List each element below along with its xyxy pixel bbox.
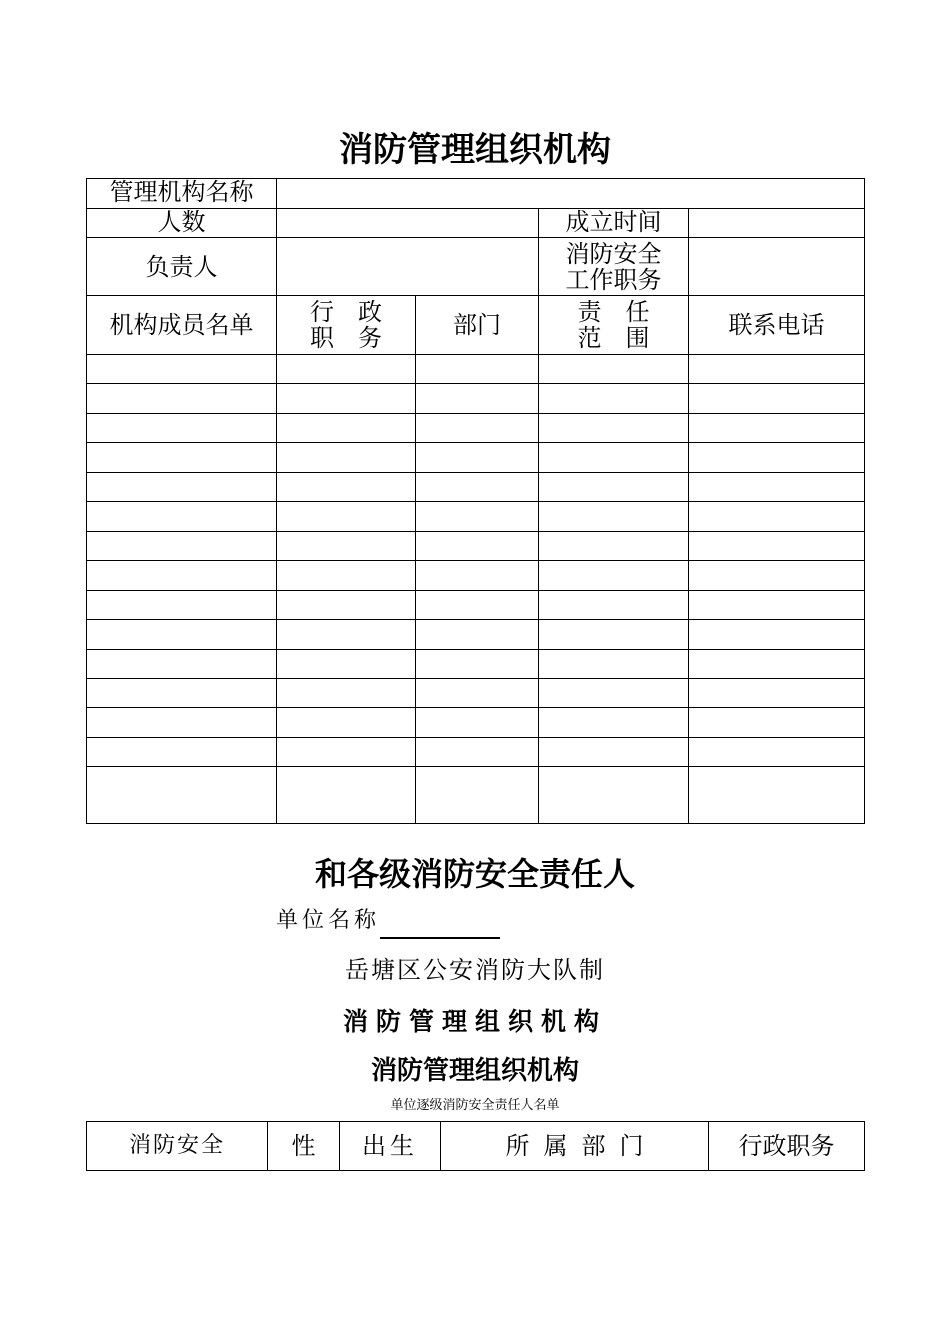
table-cell	[416, 355, 539, 384]
table-cell	[539, 620, 689, 650]
table-cell	[539, 650, 689, 679]
table-cell	[539, 708, 689, 738]
header-admin-duty	[277, 296, 416, 355]
table-cell	[689, 650, 865, 679]
table-cell	[539, 355, 689, 384]
table-row	[87, 473, 865, 502]
table-cell	[87, 443, 277, 473]
table-cell	[87, 414, 277, 443]
table-cell	[277, 502, 416, 532]
table-cell	[539, 532, 689, 561]
table-cell	[689, 384, 865, 414]
duty-label-line2: 工作职务	[565, 265, 662, 294]
table-cell	[539, 561, 689, 591]
header-admin-position: 行政职务	[709, 1122, 865, 1171]
table-cell	[277, 414, 416, 443]
table-row	[87, 414, 865, 443]
table-cell	[277, 561, 416, 591]
table-cell	[277, 473, 416, 502]
table-cell	[539, 443, 689, 473]
table-row	[87, 650, 865, 679]
table-cell	[539, 767, 689, 824]
table-cell	[416, 561, 539, 591]
table-cell	[539, 738, 689, 767]
table-cell	[689, 767, 865, 824]
table-cell	[87, 679, 277, 708]
org-structure-table	[86, 178, 865, 824]
table-cell	[539, 414, 689, 443]
header-admin-line1: 行 政	[310, 298, 382, 326]
repeated-title: 消防管理组织机构	[342, 1007, 607, 1036]
table-cell	[689, 443, 865, 473]
duty-label-line1: 消防安全	[565, 239, 662, 268]
table-cell	[87, 767, 277, 824]
table-cell	[689, 620, 865, 650]
table-cell	[87, 591, 277, 620]
table-row	[87, 679, 865, 708]
page-title: 消防管理组织机构	[339, 130, 611, 170]
table-cell	[416, 473, 539, 502]
table-cell	[689, 473, 865, 502]
table-cell	[87, 650, 277, 679]
table-cell	[539, 591, 689, 620]
table-row	[87, 355, 865, 384]
table-cell	[87, 561, 277, 591]
org-name-label: 管理机构名称	[87, 179, 277, 209]
table-cell	[539, 679, 689, 708]
table-cell	[539, 384, 689, 414]
table-cell	[277, 679, 416, 708]
leader-label: 负责人	[87, 238, 277, 296]
header-department: 所属部门	[441, 1122, 709, 1171]
table-cell	[416, 591, 539, 620]
unit-name-label: 单位名称	[276, 908, 381, 933]
table-cell	[277, 620, 416, 650]
table-cell	[416, 767, 539, 824]
table-cell	[416, 650, 539, 679]
section-title: 和各级消防安全责任人	[314, 855, 635, 893]
table-cell	[689, 708, 865, 738]
table-cell	[87, 738, 277, 767]
table-cell	[87, 708, 277, 738]
table-cell	[689, 502, 865, 532]
header-dept: 部门	[416, 296, 539, 355]
leader-value	[277, 238, 539, 296]
table-cell	[689, 355, 865, 384]
table-cell	[416, 708, 539, 738]
table-cell	[416, 738, 539, 767]
table-cell	[277, 591, 416, 620]
table-cell	[416, 384, 539, 414]
table-cell	[689, 591, 865, 620]
duty-label	[539, 238, 689, 296]
table-cell	[416, 679, 539, 708]
table-cell	[87, 502, 277, 532]
issuer-text: 岳塘区公安消防大队制	[345, 956, 605, 984]
table-cell	[87, 384, 277, 414]
table-cell	[277, 443, 416, 473]
table-cell	[277, 532, 416, 561]
duty-value	[689, 238, 865, 296]
count-value	[277, 209, 539, 238]
table-row	[87, 767, 865, 824]
table-row	[87, 708, 865, 738]
table-cell	[416, 414, 539, 443]
table-row	[87, 443, 865, 473]
table-cell	[87, 355, 277, 384]
header-gender: 性	[268, 1122, 340, 1171]
table-cell	[689, 414, 865, 443]
repeated-title-2: 消防管理组织机构	[370, 1056, 579, 1086]
table-cell	[539, 473, 689, 502]
responsible-person-table	[86, 1121, 865, 1171]
header-admin-line2: 职 务	[310, 324, 382, 352]
header-scope	[539, 296, 689, 355]
header-scope-line1: 责 任	[577, 298, 650, 326]
table-row	[87, 532, 865, 561]
table-row	[87, 561, 865, 591]
header-scope-line2: 范 围	[577, 324, 650, 352]
table-cell	[277, 767, 416, 824]
header-fire-safety: 消防安全	[87, 1122, 268, 1171]
table-cell	[87, 620, 277, 650]
table-cell	[416, 502, 539, 532]
established-value	[689, 209, 865, 238]
table-cell	[277, 355, 416, 384]
table-cell	[416, 532, 539, 561]
unit-name-line	[276, 903, 500, 939]
table-row	[87, 384, 865, 414]
table-cell	[277, 650, 416, 679]
table-cell	[277, 708, 416, 738]
header-phone: 联系电话	[689, 296, 865, 355]
org-name-value	[277, 179, 865, 209]
table-cell	[416, 443, 539, 473]
table-caption: 单位逐级消防安全责任人名单	[390, 1098, 560, 1113]
table-cell	[87, 473, 277, 502]
table-cell	[539, 502, 689, 532]
table-row	[87, 738, 865, 767]
table-cell	[277, 384, 416, 414]
header-birth: 出生	[340, 1122, 441, 1171]
table-cell	[87, 532, 277, 561]
table-cell	[277, 738, 416, 767]
table-cell	[416, 620, 539, 650]
established-label: 成立时间	[539, 209, 689, 238]
header-members: 机构成员名单	[87, 296, 277, 355]
unit-name-blank[interactable]	[380, 911, 500, 939]
table-cell	[689, 738, 865, 767]
table-cell	[689, 532, 865, 561]
table-row	[87, 620, 865, 650]
table-cell	[689, 561, 865, 591]
table-row	[87, 591, 865, 620]
table-row	[87, 502, 865, 532]
count-label: 人数	[87, 209, 277, 238]
table-cell	[689, 679, 865, 708]
